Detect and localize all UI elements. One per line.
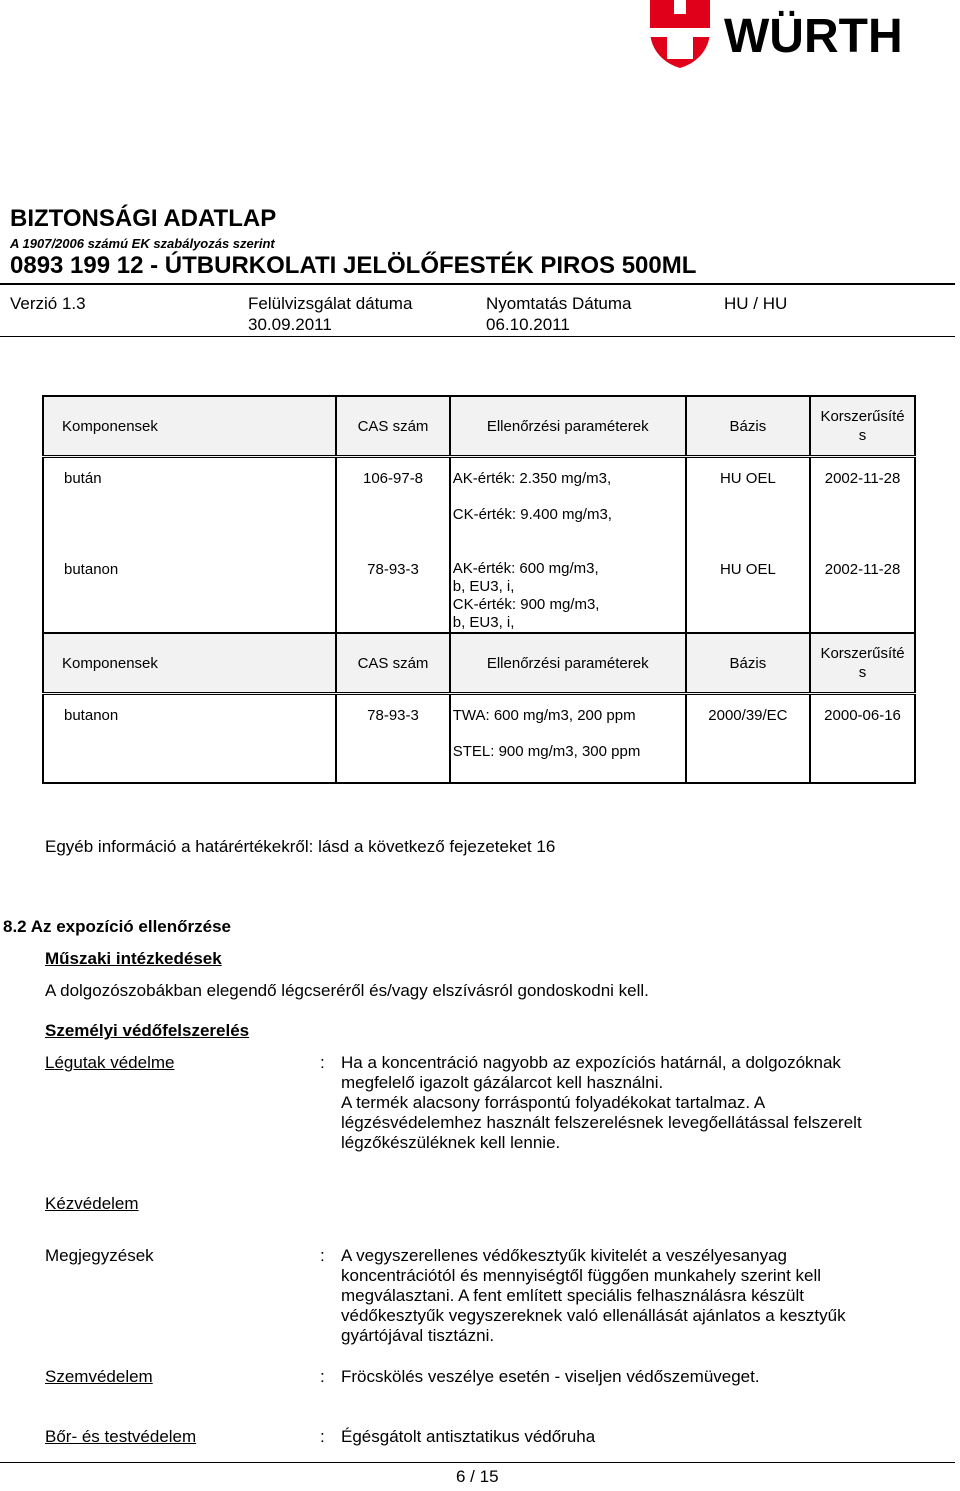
colon: : [320, 1053, 325, 1072]
eye-text: Fröcskölés veszélye esetén - viseljen védőszemüveget. [341, 1367, 760, 1386]
col-components: Komponensek [43, 396, 336, 457]
cell-params: AK-érték: 2.350 mg/m3, CK-érték: 9.400 mg/m3, AK-érték: 600 mg/m3, b, EU3, i, CK-érték: 900 mg/m3, b, EU3, i, [450, 457, 686, 634]
header-divider [0, 283, 955, 285]
colon: : [320, 1367, 325, 1386]
skin-text: Égésgátolt antisztatikus védőruha [341, 1427, 596, 1446]
colon: : [320, 1427, 325, 1446]
notes-label: Megjegyzések [45, 1246, 154, 1265]
version: Verzió 1.3 [10, 294, 86, 313]
notes-text: A vegyszerellenes védőkesztyűk kivitelét a veszélyesanyag koncentrációtól és mennyiségtől függően munkahely szerint kell megválasztani. A fent említett speciális felhasználásra készült védőkesztyűk vegyszereknek való ellenállását ajánlatos a kesztyűk gyártójával tisztázni. [341, 1246, 846, 1345]
revision-label: Felülvizsgálat dátuma [248, 294, 413, 313]
other-info: Egyéb információ a határértékekről: lásd a következő fejezeteket 16 [45, 837, 556, 856]
tech-heading: Műszaki intézkedések [45, 949, 222, 968]
cell-updated: 2002-11-28 2002-11-28 [810, 457, 915, 634]
cell-basis: HU OEL HU OEL [686, 457, 810, 634]
page-number: 6 / 15 [456, 1467, 499, 1486]
product-name: 0893 199 12 - ÚTBURKOLATI JELÖLŐFESTÉK PIROS 500ML [10, 252, 697, 279]
wurth-logo [646, 0, 960, 70]
resp-label: Légutak védelme [45, 1053, 175, 1072]
document-title: BIZTONSÁGI ADATLAP [10, 205, 277, 232]
cell-component: bután butanon [43, 457, 336, 634]
ppe-heading: Személyi védőfelszerelés [45, 1021, 250, 1040]
header-bottom-divider [0, 336, 955, 337]
table-header-row: Komponensek CAS szám Ellenőrzési paraméterek Bázis Korszerűsíté s [43, 633, 915, 694]
tech-text: A dolgozószobákban elegendő légcseréről és/vagy elszívásról gondoskodni kell. [45, 981, 649, 1000]
exposure-limits-table [42, 395, 916, 784]
section-title: 8.2 Az expozíció ellenőrzése [3, 917, 232, 936]
table-row [43, 457, 915, 634]
colon: : [320, 1246, 325, 1265]
col-updated: Korszerűsíté s [810, 396, 915, 457]
table-header-row [43, 396, 915, 457]
skin-label: Bőr- és testvédelem [45, 1427, 197, 1446]
revision-date: 30.09.2011 [248, 315, 332, 334]
resp-text: Ha a koncentráció nagyobb az expozíciós határnál, a dolgozóknak megfelelő igazolt gázálarcot kell használni. A termék alacsony forráspontú folyadékokat tartalmaz. A légzésvédelemhez használt felszerelésnek levegőellátással felszerelt légzőkészüléknek kell lennie. [341, 1053, 862, 1152]
print-label: Nyomtatás Dátuma [486, 294, 632, 313]
table-row: butanon 78-93-3 TWA: 600 mg/m3, 200 ppm STEL: 900 mg/m3, 300 ppm 2000/39/EC 2000-06-16 [43, 694, 915, 784]
hand-heading: Kézvédelem [45, 1194, 139, 1213]
cell-cas: 106-97-8 78-93-3 [336, 457, 449, 634]
regulation-note: A 1907/2006 számú EK szabályozás szerint [10, 236, 275, 251]
eye-label: Szemvédelem [45, 1367, 153, 1386]
col-cas: CAS szám [336, 396, 449, 457]
wurth-emblem-icon [650, 0, 710, 68]
col-basis: Bázis [686, 396, 810, 457]
language: HU / HU [724, 294, 788, 313]
wurth-wordmark: WÜRTH [724, 10, 903, 63]
col-params: Ellenőrzési paraméterek [450, 396, 686, 457]
print-date: 06.10.2011 [486, 315, 570, 334]
footer-divider [0, 1462, 955, 1463]
